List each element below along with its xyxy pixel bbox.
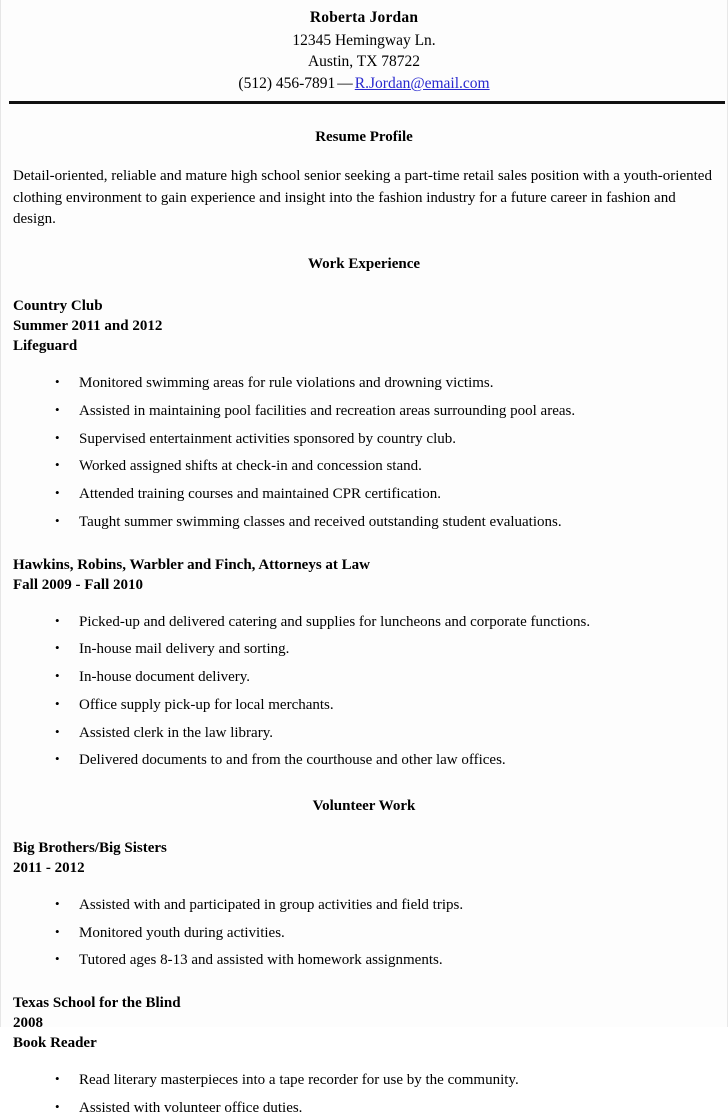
section-heading-volunteer-work: Volunteer Work (312, 798, 416, 815)
list-item: • In-house mail delivery and sorting. (13, 639, 715, 661)
volunteer-entry (13, 839, 715, 972)
list-item: • Assisted clerk in the law library. (13, 723, 715, 745)
employment-dates: Summer 2011 and 2012 (13, 318, 163, 335)
volunteer-entry (13, 994, 715, 1119)
organization-name: Texas School for the Blind (13, 995, 181, 1012)
volunteer-role: Book Reader (13, 1035, 97, 1052)
contact-header (13, 8, 715, 94)
phone-number: (512) 456-7891 (238, 74, 336, 92)
list-item: • Monitored youth during activities. (13, 923, 715, 945)
work-entry (13, 297, 715, 533)
list-item: • Assisted with and participated in group activities and field trips. (13, 895, 715, 917)
employer-name: Country Club (13, 298, 103, 315)
contact-separator: — (337, 74, 353, 92)
volunteer-dates: 2011 - 2012 (13, 859, 85, 876)
volunteer-dates: 2008 (13, 1015, 43, 1032)
section-heading-work-experience: Work Experience (307, 256, 421, 273)
header-divider (9, 101, 725, 104)
employment-dates: Fall 2009 - Fall 2010 (13, 576, 143, 593)
list-item: • Assisted in maintaining pool facilities and recreation areas surrounding pool areas. (13, 401, 715, 423)
responsibility-list (13, 895, 715, 972)
responsibility-list (13, 373, 715, 534)
section-heading-profile: Resume Profile (315, 129, 413, 146)
work-entry (13, 556, 715, 772)
list-item: • Tutored ages 8-13 and assisted with homework assignments. (13, 950, 715, 972)
list-item: • Picked-up and delivered catering and supplies for luncheons and corporate functions. (13, 612, 715, 634)
list-item: • Taught summer swimming classes and received outstanding student evaluations. (13, 512, 715, 534)
street-address: 12345 Hemingway Ln. (292, 31, 436, 49)
list-item: • Supervised entertainment activities sponsored by country club. (13, 429, 715, 451)
responsibility-list (13, 1070, 715, 1119)
organization-name: Big Brothers/Big Sisters (13, 840, 167, 857)
profile-paragraph: Detail-oriented, reliable and mature high school senior seeking a part-time retail sales position with a youth-oriented clothing environment to gain experience and insight into the fashion industry for a future career in fashion and design. (13, 168, 712, 228)
list-item: • Delivered documents to and from the courthouse and other law offices. (13, 750, 715, 772)
list-item: • Worked assigned shifts at check-in and concession stand. (13, 456, 715, 478)
city-state-zip: Austin, TX 78722 (307, 53, 421, 71)
list-item: • Monitored swimming areas for rule violations and drowning victims. (13, 373, 715, 395)
job-title: Lifeguard (13, 338, 78, 355)
list-item: • Attended training courses and maintained CPR certification. (13, 484, 715, 506)
list-item: • Office supply pick-up for local merchants. (13, 695, 715, 717)
email-link[interactable]: R.Jordan@email.com (354, 74, 490, 92)
contact-line (13, 74, 715, 95)
employer-name: Hawkins, Robins, Warbler and Finch, Attorneys at Law (13, 556, 371, 573)
candidate-name: Roberta Jordan (309, 9, 419, 26)
list-item: • Assisted with volunteer office duties. (13, 1098, 715, 1119)
list-item: • In-house document delivery. (13, 667, 715, 689)
list-item: • Read literary masterpieces into a tape recorder for use by the community. (13, 1070, 715, 1092)
responsibility-list (13, 612, 715, 773)
